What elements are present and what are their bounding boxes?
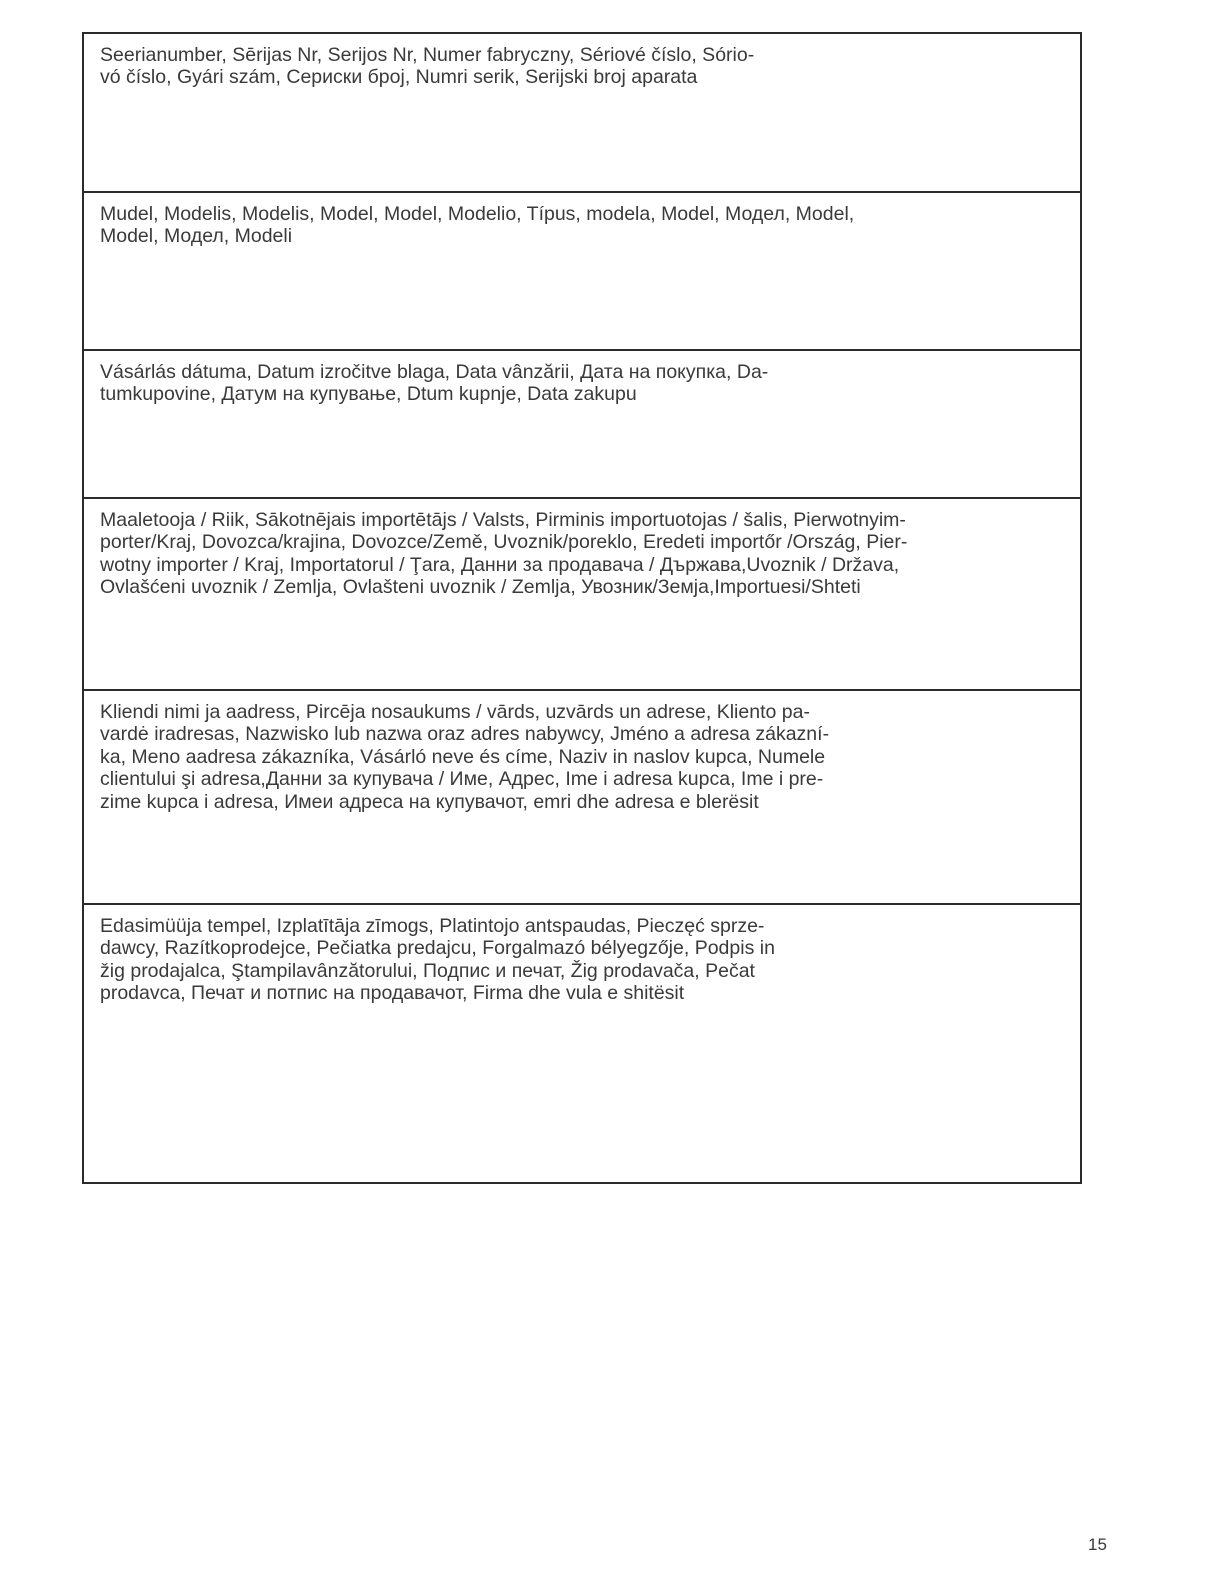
customer-name-address-field[interactable] — [84, 689, 1080, 903]
importer-country-field[interactable] — [84, 497, 1080, 689]
importer-country-label: Maaletooja / Riik, Sākotnējais importētājs / Valsts, Pirminis importuotojas / šalis, Pierwotnyim- porter/Kraj, Dovozca/krajina, Dovozce/Země, Uvoznik/poreklo, Eredeti importőr /Ország, Pier- wotny importer / Kraj, Importatorul / Ţara, Данни за продавача / Държава,Uvoznik / Država, Ovlašćeni uvoznik / Zemlja, Ovlašteni uvoznik / Zemlja, Увозник/Земја,Importuesi/Shteti — [100, 509, 908, 599]
dealer-stamp-field[interactable] — [84, 903, 1080, 1182]
warranty-form-table — [82, 32, 1082, 1184]
customer-name-address-label: Kliendi nimi ja aadress, Pircēja nosaukums / vārds, uzvārds un adrese, Kliento pa- vardė iradresas, Nazwisko lub nazwa oraz adres nabywcy, Jméno a adresa zákazní- ka, Meno aadresa zákazníka, Vásárló neve és címe, Naziv in naslov kupca, Numele clientului şi adresa,Данни за купувача / Име, Адрес, Ime i adresa kupca, Ime i pre- zime kupca i adresa, Имеи адреса на купувачот, emri dhe adresa e blerësit — [100, 701, 830, 813]
model-field[interactable] — [84, 191, 1080, 349]
model-label: Mudel, Modelis, Modelis, Model, Model, Modelio, Típus, modela, Model, Модел, Model, Model, Модел, Modeli — [100, 203, 855, 248]
page-number: 15 — [1088, 1535, 1107, 1554]
serial-number-label: Seerianumber, Sērijas Nr, Serijos Nr, Numer fabryczny, Sériové číslo, Sório- vó číslo, Gyári szám, Сериски број, Numri serik, Serijski broj aparata — [100, 44, 755, 89]
purchase-date-label: Vásárlás dátuma, Datum izročitve blaga, Data vânzării, Дата на покупка, Da- tumkupovine, Датум на купување, Dtum kupnje, Data zakupu — [100, 361, 769, 406]
serial-number-field[interactable] — [84, 34, 1080, 191]
purchase-date-field[interactable] — [84, 349, 1080, 497]
dealer-stamp-label: Edasimüüja tempel, Izplatītāja zīmogs, Platintojo antspaudas, Pieczęć sprze- dawcy, Razítkoprodejce, Pečiatka predajcu, Forgalmazó bélyegzője, Podpis in žig prodajalca, Ştampilavânzătorului, Подпис и печат, Žig prodavača, Pečat prodavca, Печат и потпис на продавачот, Firma dhe vula e shitësit — [100, 915, 775, 1005]
